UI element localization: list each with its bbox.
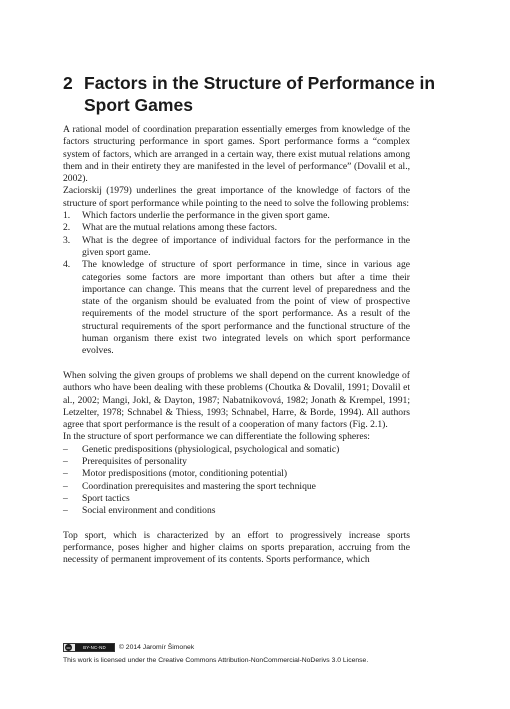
list-marker: 4. bbox=[63, 259, 71, 271]
chapter-title: Factors in the Structure of Performance in Sport Games bbox=[84, 73, 436, 115]
list-item-text: Social environment and conditions bbox=[82, 505, 216, 517]
list-marker: – bbox=[63, 443, 68, 455]
list-item-text: The knowledge of structure of sport performance in time, since in various age categories some factors are more important than others but after a time their importance can change. This means that the current level of preparedness and the state of the organism should be evaluated from the point of view of prospective requirements of the model structure of the sport performance. As a result of the structural requirements of the sport performance and the functional structure of the human organism there exist two integrated levels on which sport performance evolves. bbox=[82, 259, 410, 357]
list-item-text: What is the degree of importance of individual factors for the performance in the given sport game. bbox=[82, 234, 410, 258]
paragraph-top-sport: Top sport, which is characterized by an effort to progressively increase sports performance, poses higher and higher claims on sports preparation, accruing from the necessity of permanent improvement of its contents. Sports performance, which bbox=[63, 529, 410, 566]
list-item bbox=[63, 235, 410, 260]
license-text: This work is licensed under the Creative Commons Attribution-NonCommercial-NoDerivs 3.0 License. bbox=[63, 657, 369, 664]
paragraph-authors: When solving the given groups of problems we shall depend on the current knowledge of authors who have been dealing with these problems (Choutka & Dovalil, 1991; Dovalil et al., 2002; Mangi, Jokl, & Dayton, 1987; Nabatnikovová, 1982; Jonath & Krempel, 1991; Letzelter, 1978; Schnabel & Thiess, 1993; Schnabel, Harre, & Borde, 1994). All authors agree that sport performance is the result of a cooperation of many factors (Fig. 2.1). bbox=[63, 369, 410, 431]
footer-copyright bbox=[63, 643, 194, 652]
cc-logo-icon: cc bbox=[66, 645, 71, 650]
paragraph-spheres: In the structure of sport performance we can differentiate the following spheres: bbox=[63, 431, 370, 443]
list-marker: – bbox=[63, 505, 68, 517]
paragraph-zaciorskij: Zaciorskij (1979) underlines the great importance of the knowledge of factors of the structure of sport performance while pointing to the need to solve the following problems: bbox=[63, 185, 410, 209]
list-marker: – bbox=[63, 480, 68, 492]
list-marker: 3. bbox=[63, 234, 71, 246]
list-item bbox=[63, 222, 410, 234]
list-item bbox=[63, 259, 410, 357]
list-item bbox=[63, 505, 410, 517]
list-marker: – bbox=[63, 492, 68, 504]
list-item-text: Which factors underlie the performance in the given sport game. bbox=[82, 210, 330, 222]
list-marker: – bbox=[63, 468, 68, 480]
list-item bbox=[63, 468, 410, 480]
cc-badge-label: BY-NC-ND bbox=[75, 644, 114, 651]
chapter-number: 2 bbox=[63, 73, 73, 93]
list-item-text: Coordination prerequisites and mastering the sport technique bbox=[82, 480, 316, 492]
list-item-text: Prerequisites of personality bbox=[82, 456, 187, 468]
list-marker: – bbox=[63, 456, 68, 468]
list-item bbox=[63, 456, 410, 468]
list-item-text: What are the mutual relations among these factors. bbox=[82, 222, 277, 234]
paragraph-intro: A rational model of coordination preparation essentially emerges from knowledge of the factors structuring performance in sport games. Sport performance forms a “complex system of factors, which are arranged in a certain way, there exist mutual relations among them and in their entirety they are manifested in the level of performance” (Dovalil et al., 2002). bbox=[63, 124, 410, 185]
dash-list bbox=[63, 444, 410, 518]
list-marker: 1. bbox=[63, 210, 71, 222]
list-item-text: Motor predispositions (motor, conditioning potential) bbox=[82, 468, 288, 480]
list-marker: 2. bbox=[63, 222, 71, 234]
list-item-text: Sport tactics bbox=[82, 492, 130, 504]
list-item bbox=[63, 493, 410, 505]
numbered-list bbox=[63, 210, 410, 358]
list-item bbox=[63, 210, 410, 222]
paragraph-gap bbox=[63, 358, 410, 370]
list-item bbox=[63, 444, 410, 456]
list-item-text: Genetic predispositions (physiological, psychological and somatic) bbox=[82, 443, 340, 455]
list-item bbox=[63, 481, 410, 493]
copyright-text: © 2014 Jaromír Šimonek bbox=[118, 644, 195, 651]
paragraph-gap bbox=[63, 518, 410, 530]
cc-license-badge[interactable] bbox=[63, 643, 115, 652]
body-text bbox=[63, 124, 410, 567]
